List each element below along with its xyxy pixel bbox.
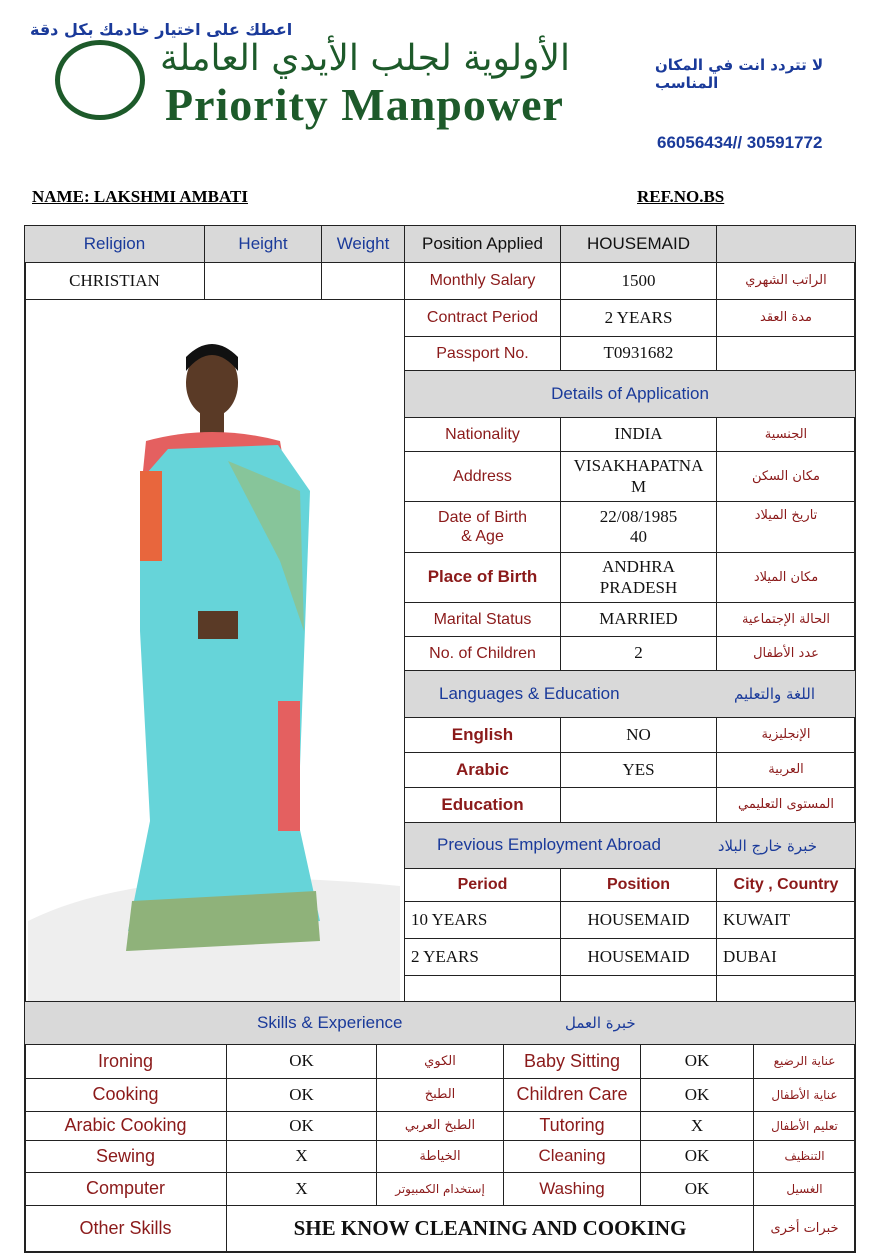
birthplace-value: ANDHRA PRADESH (560, 552, 717, 603)
candidate-photo-icon (28, 301, 400, 1001)
weight-header: Weight (321, 225, 405, 263)
skill-label: Cooking (24, 1078, 227, 1112)
skill-label: Computer (24, 1172, 227, 1206)
passport-value: T0931682 (560, 336, 717, 371)
skill-value: X (226, 1140, 377, 1173)
children-label: No. of Children (404, 636, 561, 671)
contract-period-value: 2 YEARS (560, 299, 717, 337)
monthly-salary-label: Monthly Salary (404, 262, 561, 300)
nationality-value: INDIA (560, 417, 717, 452)
skill-arabic: الطبخ العربي (376, 1111, 504, 1141)
skill-arabic: الغسيل (753, 1172, 856, 1206)
skill-value: OK (640, 1172, 754, 1206)
skill-arabic: إستخدام الكمبيوتر (376, 1172, 504, 1206)
education-value (560, 787, 717, 823)
contract-period-arabic: مدة العقد (716, 299, 856, 337)
passport-arabic (716, 336, 856, 371)
other-skills-arabic: خبرات أخرى (753, 1205, 856, 1253)
children-value: 2 (560, 636, 717, 671)
skill-label: Arabic Cooking (24, 1111, 227, 1141)
skill-value: OK (226, 1078, 377, 1112)
address-arabic: مكان السكن (716, 451, 856, 502)
passport-label: Passport No. (404, 336, 561, 371)
position-applied-label: Position Applied (404, 225, 561, 263)
employment-city (716, 975, 856, 1002)
company-name: Priority Manpower (165, 79, 564, 130)
children-arabic: عدد الأطفال (716, 636, 856, 671)
religion-value: CHRISTIAN (24, 262, 205, 300)
skill-value: X (226, 1172, 377, 1206)
address-label: Address (404, 451, 561, 502)
company-name-arabic: الأولوية لجلب الأيدي العاملة (160, 38, 571, 79)
languages-title: Languages & Education (439, 683, 620, 703)
employment-position: HOUSEMAID (560, 938, 717, 976)
employment-city: DUBAI (716, 938, 856, 976)
skill-arabic: عناية الأطفال (753, 1078, 856, 1112)
skill-arabic: الكوي (376, 1044, 504, 1079)
birthplace-arabic: مكان الميلاد (716, 552, 856, 603)
birthplace-label: Place of Birth (404, 552, 561, 603)
skill-value: X (640, 1111, 754, 1141)
slogan-arabic: لا تتردد انت في المكان المناسب (655, 56, 824, 92)
skill-label: Baby Sitting (503, 1044, 641, 1079)
candidate-name: NAME: LAKSHMI AMBATI (32, 187, 248, 206)
employment-section-header (404, 822, 856, 869)
skill-arabic: عناية الرضيع (753, 1044, 856, 1079)
dob-arabic: تاريخ الميلاد (716, 501, 856, 553)
skill-value: OK (226, 1111, 377, 1141)
arabic-label: Arabic (404, 752, 561, 788)
skill-value: OK (226, 1044, 377, 1079)
dob-label: Date of Birth & Age (404, 501, 561, 553)
employment-position (560, 975, 717, 1002)
monthly-salary-value: 1500 (560, 262, 717, 300)
candidate-photo (28, 301, 400, 1001)
arabic-value: YES (560, 752, 717, 788)
skill-arabic: التنظيف (753, 1140, 856, 1173)
employment-title-arabic: خبرة خارج البلاد (717, 836, 817, 855)
skill-value: OK (640, 1044, 754, 1079)
arabic-arabic: العربية (716, 752, 856, 788)
employment-city: KUWAIT (716, 901, 856, 939)
nationality-arabic: الجنسية (716, 417, 856, 452)
skills-title: Skills & Experience (257, 1012, 403, 1032)
marital-status-arabic: الحالة الإجتماعية (716, 602, 856, 637)
religion-header: Religion (24, 225, 205, 263)
english-value: NO (560, 717, 717, 753)
col-position: Position (560, 868, 717, 902)
contract-period-label: Contract Period (404, 299, 561, 337)
english-arabic: الإنجليزية (716, 717, 856, 753)
employment-title: Previous Employment Abroad (437, 835, 661, 855)
skills-title-arabic: خبرة العمل (565, 1014, 636, 1032)
employment-period: 2 YEARS (404, 938, 561, 976)
education-arabic: المستوى التعليمي (716, 787, 856, 823)
skill-label: Ironing (24, 1044, 227, 1079)
skills-section-header (24, 1001, 856, 1045)
skill-value: OK (640, 1140, 754, 1173)
position-applied-value: HOUSEMAID (560, 225, 717, 263)
weight-value (321, 262, 405, 300)
skill-label: Tutoring (503, 1111, 641, 1141)
skill-label: Cleaning (503, 1140, 641, 1173)
employment-period (404, 975, 561, 1002)
application-section-header: Details of Application (404, 370, 856, 418)
height-value (204, 262, 322, 300)
english-label: English (404, 717, 561, 753)
skill-label: Sewing (24, 1140, 227, 1173)
address-value: VISAKHAPATNA M (560, 451, 717, 502)
marital-status-value: MARRIED (560, 602, 717, 637)
skill-arabic: الطبخ (376, 1078, 504, 1112)
position-applied-arabic (716, 225, 856, 263)
marital-status-label: Marital Status (404, 602, 561, 637)
employment-position: HOUSEMAID (560, 901, 717, 939)
nationality-label: Nationality (404, 417, 561, 452)
monthly-salary-arabic: الراتب الشهري (716, 262, 856, 300)
education-label: Education (404, 787, 561, 823)
other-skills-value: SHE KNOW CLEANING AND COOKING (226, 1205, 754, 1253)
col-period: Period (404, 868, 561, 902)
other-skills-label: Other Skills (24, 1205, 227, 1253)
tagline-arabic: اعطك على اختيار خادمك بكل دقة (30, 20, 293, 39)
reference-number: REF.NO.BS (637, 187, 725, 206)
employment-period: 10 YEARS (404, 901, 561, 939)
languages-title-arabic: اللغة والتعليم (734, 685, 815, 703)
skill-value: OK (640, 1078, 754, 1112)
skill-label: Washing (503, 1172, 641, 1206)
skill-label: Children Care (503, 1078, 641, 1112)
phone-numbers: 66056434// 30591772 (657, 133, 823, 152)
dob-value: 22/08/1985 40 (560, 501, 717, 553)
skill-arabic: تعليم الأطفال (753, 1111, 856, 1141)
height-header: Height (204, 225, 322, 263)
skill-arabic: الخياطة (376, 1140, 504, 1173)
col-city-country: City , Country (716, 868, 856, 902)
languages-section-header (404, 670, 856, 718)
company-logo-icon (55, 40, 145, 120)
